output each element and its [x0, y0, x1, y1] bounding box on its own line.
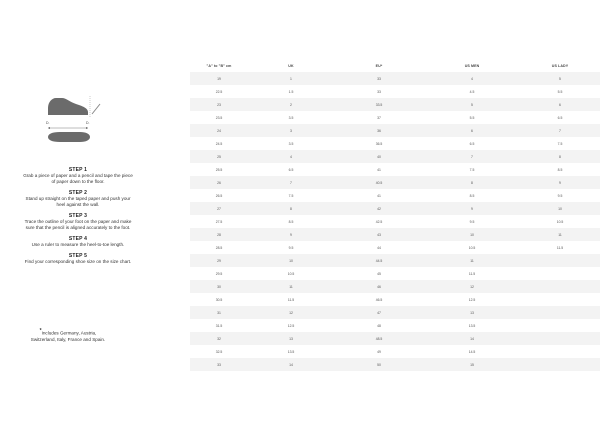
table-cell: 25 [190, 150, 248, 163]
table-cell: 8.5 [248, 215, 334, 228]
svg-text:D.: D. [46, 121, 50, 125]
table-cell: 31 [190, 306, 248, 319]
table-cell: 7.5 [248, 189, 334, 202]
table-cell: 9.5 [248, 241, 334, 254]
instructions-panel [0, 0, 190, 440]
table-cell: 11 [520, 228, 600, 241]
table-cell: 3 [248, 124, 334, 137]
table-row [190, 202, 600, 215]
size-chart [190, 60, 600, 371]
table-cell: 1 [248, 72, 334, 85]
table-cell: 13 [424, 306, 520, 319]
foot-measure-illustration [40, 92, 110, 147]
size-table [190, 60, 600, 371]
svg-text:D.: D. [86, 121, 90, 125]
table-cell: 4 [424, 72, 520, 85]
table-cell: 4.5 [424, 85, 520, 98]
header-us-lady: US LADY [551, 64, 569, 68]
table-cell: 28 [190, 228, 248, 241]
table-cell: 46 [334, 280, 424, 293]
table-row [190, 85, 600, 98]
table-cell: 19 [190, 72, 248, 85]
table-cell: 14 [248, 358, 334, 371]
footnote [30, 328, 106, 343]
table-cell: 48 [334, 319, 424, 332]
table-cell: 1.5 [248, 85, 334, 98]
table-cell: 23.5 [190, 111, 248, 124]
table-cell: 29 [190, 254, 248, 267]
table-cell: 4 [248, 150, 334, 163]
table-cell: 15 [424, 358, 520, 371]
table-cell: 33 [190, 358, 248, 371]
table-row [190, 345, 600, 358]
step-title: STEP 2 [68, 190, 88, 196]
table-cell: 43 [334, 228, 424, 241]
table-cell: 11.5 [520, 241, 600, 254]
table-row [190, 358, 600, 371]
table-cell: 9.5 [520, 189, 600, 202]
table-cell: 47 [334, 306, 424, 319]
header-cm: "A" to "B" cm [206, 64, 232, 68]
table-cell: 30.5 [190, 293, 248, 306]
table-cell: 8 [424, 176, 520, 189]
step-text: Trace the outline of your foot on the paper and make sure that the pencil is aligned accurately to the foot. [24, 219, 132, 230]
table-cell: 13.5 [248, 345, 334, 358]
table-cell: 23 [190, 98, 248, 111]
table-cell: 7 [248, 176, 334, 189]
table-cell: 12 [248, 306, 334, 319]
table-row [190, 111, 600, 124]
table-cell: 8.5 [520, 163, 600, 176]
step-text: Use a ruler to measure the heel-to-toe length. [31, 242, 125, 247]
table-cell: 7.5 [520, 137, 600, 150]
table-cell: 28.5 [190, 241, 248, 254]
header-eu: EU* [375, 64, 383, 68]
table-cell [520, 254, 600, 267]
table-cell: 48.5 [334, 332, 424, 345]
table-cell: 9 [520, 176, 600, 189]
step-text: Find your corresponding shoe size on the size chart. [24, 259, 132, 264]
table-cell: 33.5 [334, 98, 424, 111]
table-cell [520, 332, 600, 345]
table-cell: 37 [334, 111, 424, 124]
table-cell: 6.5 [248, 163, 334, 176]
table-cell: 40 [334, 150, 424, 163]
table-cell: 8 [520, 150, 600, 163]
table-cell: 32 [190, 332, 248, 345]
step-3 [22, 213, 134, 231]
table-header-row [190, 60, 600, 72]
step-1 [22, 167, 134, 185]
table-cell: 41 [334, 189, 424, 202]
table-row [190, 228, 600, 241]
table-cell: 41 [334, 163, 424, 176]
table-row [190, 280, 600, 293]
table-cell: 7 [424, 150, 520, 163]
table-cell: 5.5 [424, 111, 520, 124]
table-cell: 32.5 [190, 345, 248, 358]
table-cell: 22.5 [190, 85, 248, 98]
table-cell: 13.5 [424, 319, 520, 332]
table-cell: 36.5 [334, 137, 424, 150]
table-cell: 3.5 [248, 137, 334, 150]
table-row [190, 215, 600, 228]
table-cell: 8 [248, 202, 334, 215]
table-cell: 9.5 [424, 215, 520, 228]
table-row [190, 332, 600, 345]
table-row [190, 306, 600, 319]
header-us-men: US MEN [464, 64, 480, 68]
table-cell: 5 [424, 98, 520, 111]
step-5 [22, 253, 134, 265]
table-cell: 45 [334, 267, 424, 280]
pencil-icon [92, 104, 100, 114]
table-row [190, 150, 600, 163]
table-row [190, 137, 600, 150]
table-cell [520, 306, 600, 319]
table-row [190, 124, 600, 137]
table-row [190, 319, 600, 332]
table-cell: 26.5 [190, 189, 248, 202]
table-cell: 6 [424, 124, 520, 137]
table-cell: 10.5 [520, 215, 600, 228]
table-cell: 14 [424, 332, 520, 345]
table-cell: 33 [334, 72, 424, 85]
table-cell: 6.5 [520, 111, 600, 124]
footnote-mark: * [39, 328, 42, 334]
table-cell: 13 [248, 332, 334, 345]
table-cell [520, 267, 600, 280]
table-cell: 33 [334, 85, 424, 98]
table-cell: 12 [424, 280, 520, 293]
table-cell: 6.5 [424, 137, 520, 150]
table-cell: 10 [248, 254, 334, 267]
table-cell: 3.5 [248, 111, 334, 124]
table-cell: 46.5 [334, 293, 424, 306]
table-cell: 12.5 [424, 293, 520, 306]
step-title: STEP 1 [68, 167, 88, 173]
table-row [190, 176, 600, 189]
table-cell: 25.5 [190, 163, 248, 176]
table-cell: 30 [190, 280, 248, 293]
step-title: STEP 3 [68, 213, 88, 219]
step-title: STEP 5 [68, 253, 88, 259]
table-cell [520, 280, 600, 293]
step-2 [22, 190, 134, 208]
table-cell: 2 [248, 98, 334, 111]
table-cell [520, 319, 600, 332]
table-row [190, 241, 600, 254]
table-row [190, 293, 600, 306]
table-cell: 5.5 [520, 85, 600, 98]
table-cell: 24 [190, 124, 248, 137]
table-cell: 27 [190, 202, 248, 215]
table-cell: 42 [334, 202, 424, 215]
table-cell: 14.5 [424, 345, 520, 358]
table-cell: 27.5 [190, 215, 248, 228]
table-cell: 44 [334, 241, 424, 254]
table-cell: 26 [190, 176, 248, 189]
steps-list [22, 162, 134, 265]
table-cell: 24.5 [190, 137, 248, 150]
table-cell: 50 [334, 358, 424, 371]
table-row [190, 72, 600, 85]
step-4 [22, 236, 134, 248]
table-cell: 10.5 [248, 267, 334, 280]
foot-top-icon [48, 132, 90, 142]
step-title: STEP 4 [68, 236, 88, 242]
table-row [190, 254, 600, 267]
table-cell: 11.5 [248, 293, 334, 306]
table-cell: 36 [334, 124, 424, 137]
table-cell: 7 [520, 124, 600, 137]
table-cell: 11 [424, 254, 520, 267]
header-uk: UK [288, 64, 294, 68]
step-text: Grab a piece of paper and a pencil and tape the piece of paper down to the floor. [23, 173, 133, 184]
table-cell: 7.5 [424, 163, 520, 176]
table-cell: 5 [520, 72, 600, 85]
table-cell: 44.5 [334, 254, 424, 267]
table-cell: 9 [248, 228, 334, 241]
table-cell: 9 [424, 202, 520, 215]
table-cell: 12.5 [248, 319, 334, 332]
table-row [190, 163, 600, 176]
table-cell: 40.5 [334, 176, 424, 189]
table-cell: 49 [334, 345, 424, 358]
table-cell [520, 293, 600, 306]
table-cell [520, 358, 600, 371]
table-cell: 42.5 [334, 215, 424, 228]
table-cell [520, 345, 600, 358]
table-cell: 11.5 [424, 267, 520, 280]
table-cell: 31.5 [190, 319, 248, 332]
table-cell: 10 [424, 228, 520, 241]
foot-side-icon [48, 98, 88, 115]
table-cell: 6 [520, 98, 600, 111]
table-cell: 8.5 [424, 189, 520, 202]
table-row [190, 189, 600, 202]
table-row [190, 267, 600, 280]
step-text: Stand up straight on the taped paper and push your heel against the wall. [25, 196, 131, 207]
table-row [190, 98, 600, 111]
table-cell: 11 [248, 280, 334, 293]
footnote-text: Includes Germany, Austria, Switzerland, Italy, France and Spain. [30, 330, 106, 342]
table-cell: 10 [520, 202, 600, 215]
table-body [190, 72, 600, 371]
table-cell: 10.5 [424, 241, 520, 254]
table-cell: 29.5 [190, 267, 248, 280]
